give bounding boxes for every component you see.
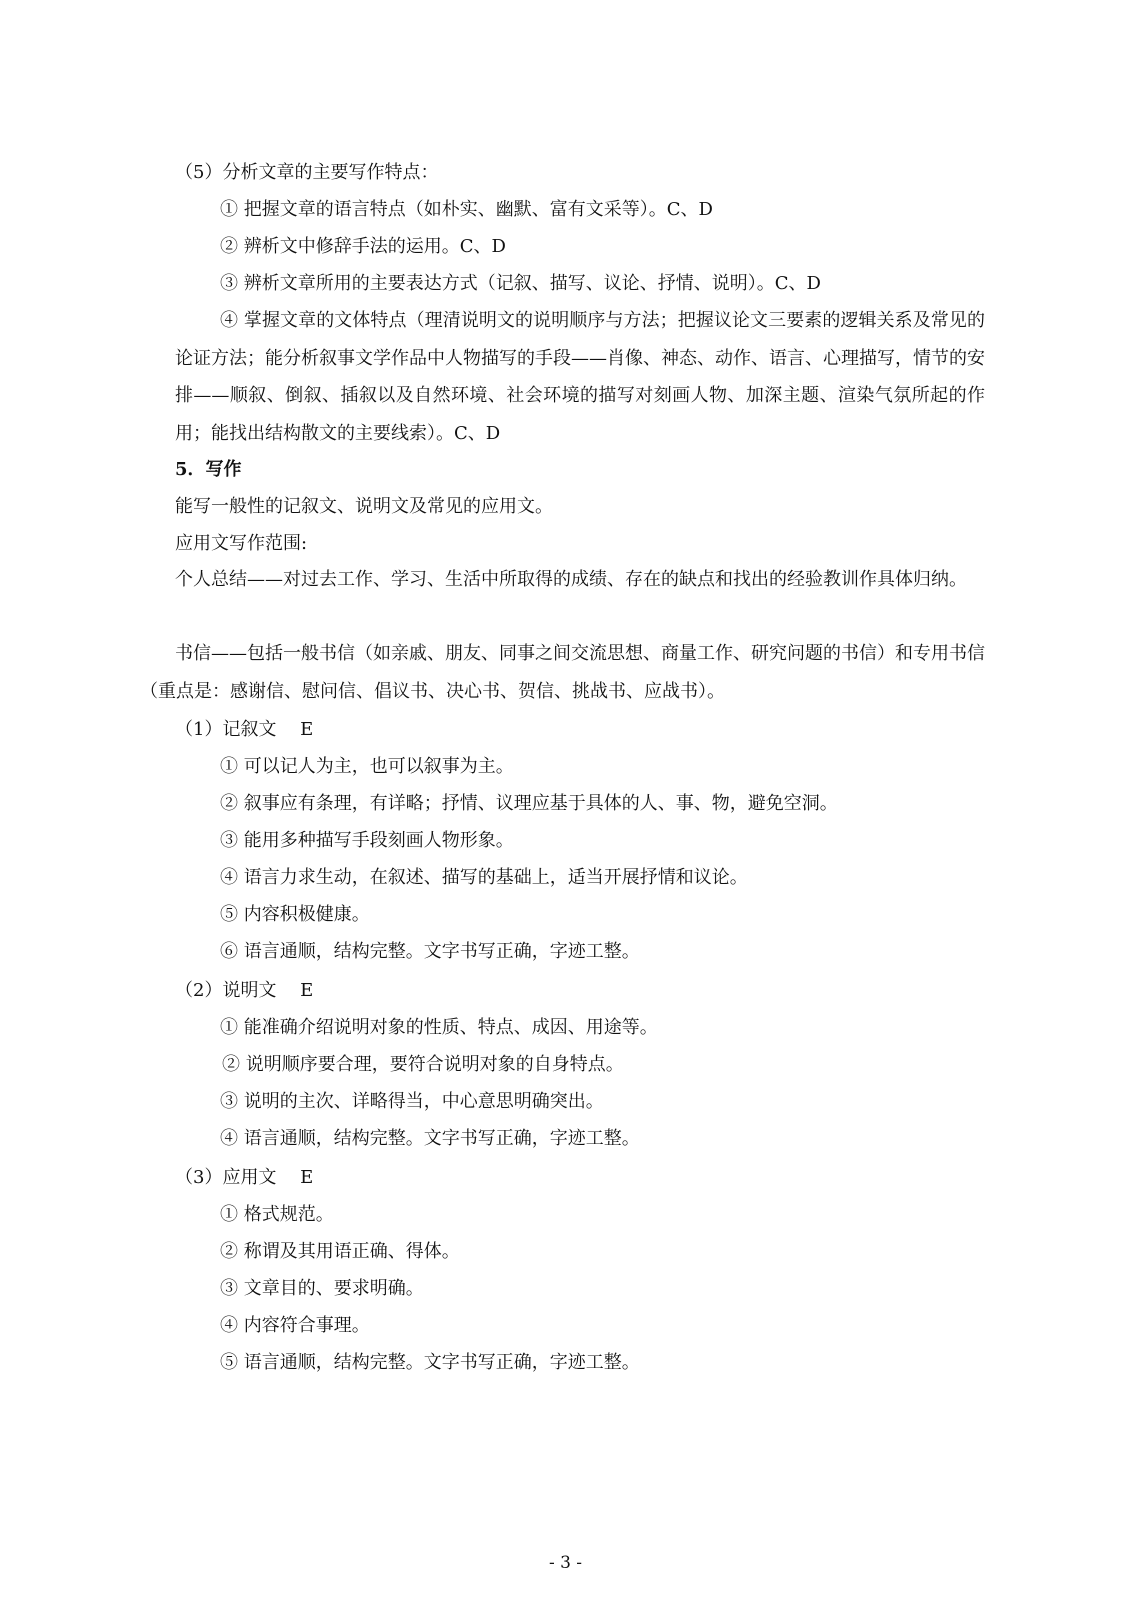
list-item: ③ 能用多种描写手段刻画人物形象。 xyxy=(220,830,514,851)
list-item: ④ 语言力求生动，在叙述、描写的基础上，适当开展抒情和议论。 xyxy=(220,867,748,888)
list-item: ④ 语言通顺，结构完整。文字书写正确，字迹工整。 xyxy=(220,1128,640,1149)
list-item: ③ 文章目的、要求明确。 xyxy=(220,1278,424,1299)
writing-heading: 5．写作 xyxy=(175,459,242,480)
list-item: ③ 辨析文章所用的主要表达方式（记叙、描写、议论、抒情、说明）。C、D xyxy=(220,273,821,294)
list-item: ① 格式规范。 xyxy=(220,1204,334,1225)
list-item: ② 称谓及其用语正确、得体。 xyxy=(220,1241,460,1262)
section-5-title: （5）分析文章的主要写作特点： xyxy=(175,162,439,183)
list-item: ⑤ 语言通顺，结构完整。文字书写正确，字迹工整。 xyxy=(220,1352,640,1373)
list-item: ① 能准确介绍说明对象的性质、特点、成因、用途等。 xyxy=(220,1017,658,1038)
list-item: ⑤ 内容积极健康。 xyxy=(220,904,370,925)
list-item: ③ 说明的主次、详略得当，中心意思明确突出。 xyxy=(220,1091,604,1112)
list-item: ④ 内容符合事理。 xyxy=(220,1315,370,1336)
practical-title: （3）应用文 E xyxy=(175,1167,314,1188)
list-item: ② 说明顺序要合理，要符合说明对象的自身特点。 xyxy=(222,1054,624,1075)
scope-label: 应用文写作范围: xyxy=(175,533,308,554)
list-item: ① 把握文章的语言特点（如朴实、幽默、富有文采等）。C、D xyxy=(220,199,713,220)
list-item-long: ④ 掌握文章的文体特点（理清说明文的说明顺序与方法；把握议论文三要素的逻辑关系及常见的论证方法；能分析叙事文学作品中人物描写的手段——肖像、神态、动作、语言、心理描写，情节的安排——顺叙、倒叙、插叙以及自然环境、社会环境的描写对刻画人物、加深主题、渲染气氛所起的作用；能找出结构散文的主要线索）。C、D xyxy=(175,310,985,444)
narrative-title: （1）记叙文 E xyxy=(175,719,314,740)
list-item: ⑥ 语言通顺，结构完整。文字书写正确，字迹工整。 xyxy=(220,941,640,962)
letters-description: 书信——包括一般书信（如亲戚、朋友、同事之间交流思想、商量工作、研究问题的书信）和专用书信（重点是：感谢信、慰问信、倡议书、决心书、贺信、挑战书、应战书）。 xyxy=(140,643,985,702)
expository-title: （2）说明文 E xyxy=(175,980,314,1001)
list-item: ① 可以记人为主，也可以叙事为主。 xyxy=(220,756,514,777)
list-item: ② 辨析文中修辞手法的运用。C、D xyxy=(220,236,506,257)
personal-summary: 个人总结——对过去工作、学习、生活中所取得的成绩、存在的缺点和找出的经验教训作具体归纳。 xyxy=(175,569,967,590)
writing-intro: 能写一般性的记叙文、说明文及常见的应用文。 xyxy=(175,496,553,517)
list-item: ② 叙事应有条理，有详略；抒情、议理应基于具体的人、事、物，避免空洞。 xyxy=(220,793,838,814)
page-number: - 3 - xyxy=(548,1553,583,1573)
